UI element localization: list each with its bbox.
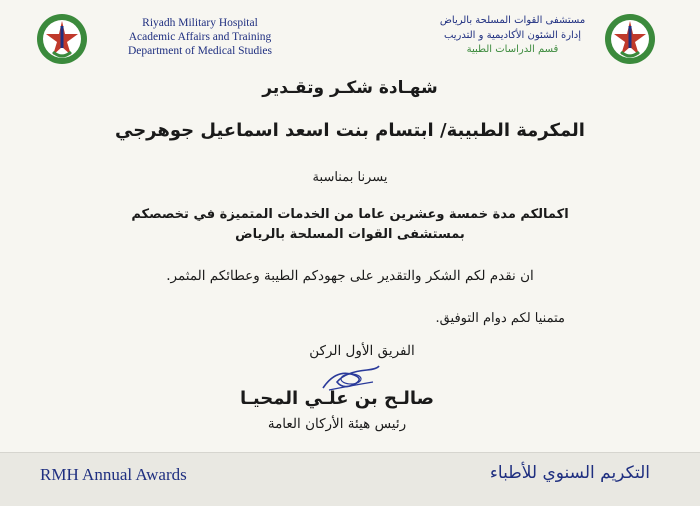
department-studies-ar: قسم الدراسات الطبية	[466, 44, 559, 55]
achievement-line-2: بمستشفى القوات المسلحة بالرياض	[235, 227, 465, 242]
department-studies-en: Department of Medical Studies	[127, 45, 273, 57]
footer-awards-ar: التكريم السنوي للأطباء	[489, 463, 650, 483]
department-affairs-en: Academic Affairs and Training	[128, 31, 272, 43]
hospital-name-en: Riyadh Military Hospital	[142, 17, 258, 29]
certificate-title: شهـادة شكـر وتقـدير	[262, 78, 438, 98]
department-affairs-ar: إدارة الشئون الأكاديمية و التدريب	[443, 29, 582, 41]
achievement-text	[0, 205, 700, 245]
header-arabic	[420, 14, 605, 58]
hospital-name-ar: مستشفى القوات المسلحة بالرياض	[439, 15, 586, 26]
header-english	[100, 16, 300, 58]
signatory-rank: الفريق الأول الركن	[309, 343, 415, 359]
signatory-position: رئيس هيئة الأركان العامة	[267, 416, 407, 432]
achievement-line-1: اكمالكم مدة خمسة وعشرين عاما من الخدمات المتميزة في تخصصكم	[131, 207, 569, 222]
footer-awards-en: RMH Annual Awards	[40, 465, 187, 484]
wish-text: متمنيا لكم دوام التوفيق.	[435, 311, 565, 326]
thanks-text: ان نقدم لكم الشكر والتقدير على جهودكم الطيبة وعطائكم المثمر.	[166, 268, 534, 284]
rmh-emblem-icon	[35, 12, 89, 66]
footer-bar	[0, 452, 700, 506]
occasion-text: يسرنا بمناسبة	[312, 170, 388, 185]
signatory-name: صالـح بن علـي المحيـا	[239, 388, 435, 409]
recipient-name: المكرمة الطبيبة/ ابتسام بنت اسعد اسماعيل جوهرجي	[115, 120, 585, 141]
rmh-emblem-icon	[603, 12, 657, 66]
